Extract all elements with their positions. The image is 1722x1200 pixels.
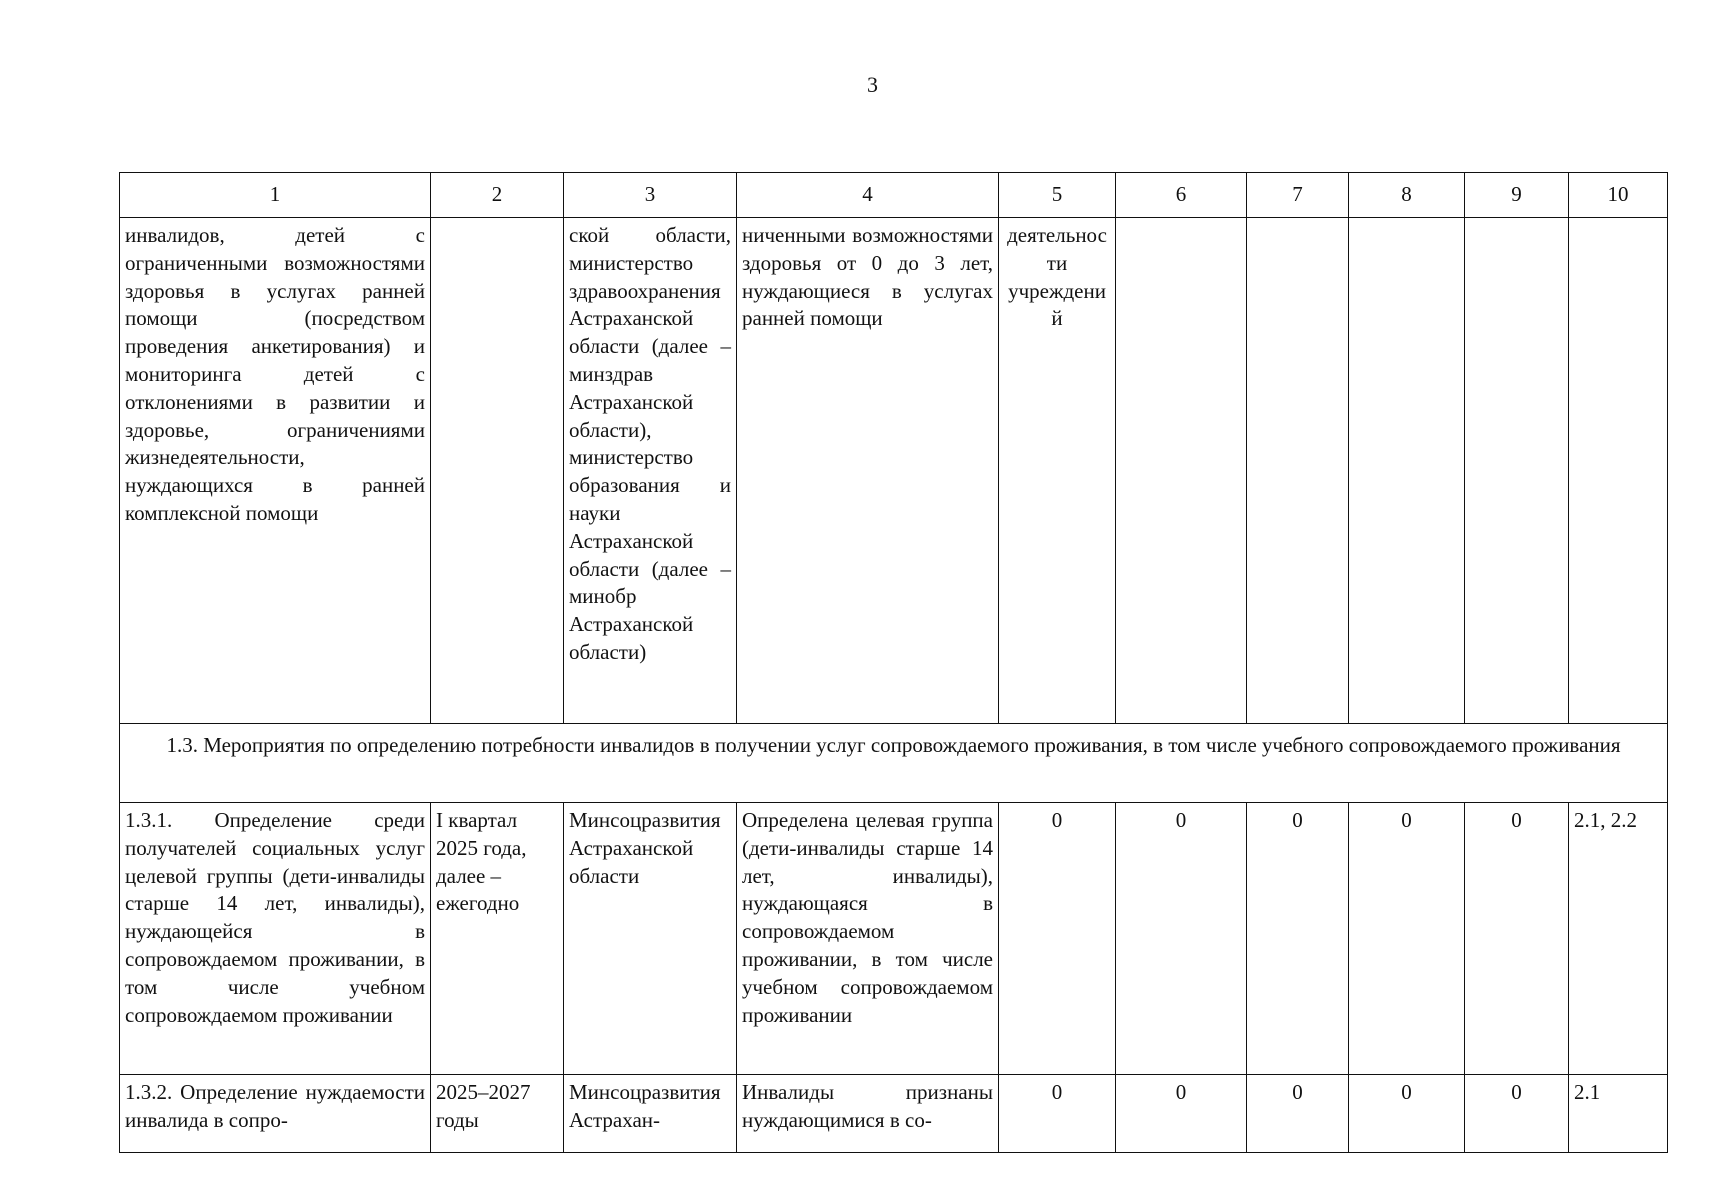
column-number: 8	[1349, 173, 1465, 218]
column-number: 7	[1247, 173, 1349, 218]
column-number: 2	[431, 173, 564, 218]
column-number: 6	[1116, 173, 1247, 218]
deadline-cell: 2025–2027 годы	[431, 1075, 564, 1153]
responsible-executor: Минсоцразвития Астрахан-	[564, 1075, 737, 1153]
column-number: 10	[1569, 173, 1668, 218]
column-number: 3	[564, 173, 737, 218]
measures-table	[119, 172, 1668, 1153]
value-cell: 0	[1247, 1075, 1349, 1153]
value-cell: 0	[1465, 803, 1569, 1075]
value-cell	[1247, 218, 1349, 724]
measure-description: 1.3.2. Определение нуждаемости инвалида в сопро-	[120, 1075, 431, 1153]
measure-description: 1.3.1. Определение среди получателей социальных услуг целевой группы (дети-инвалиды старше 14 лет, инвалиды), нуждающейся в сопровождаемом проживании, в том числе учебном сопровождаемом проживании	[120, 803, 431, 1075]
deadline-cell: I квартал 2025 года, далее – ежегодно	[431, 803, 564, 1075]
column-number: 9	[1465, 173, 1569, 218]
value-cell: 0	[1116, 1075, 1247, 1153]
value-cell	[1465, 218, 1569, 724]
value-cell: 0	[1465, 1075, 1569, 1153]
measure-description: инвалидов, детей с ограниченными возможностями здоровья в услугах ранней помощи (посредством проведения анкетирования) и мониторинга детей с отклонениями в развитии и здоровье, ограничениями жизнедеятельности, нуждающихся в ранней комплексной помощи	[120, 218, 431, 724]
table-row-continued	[120, 218, 1668, 724]
page-number: 3	[867, 72, 878, 97]
section-title: 1.3. Мероприятия по определению потребности инвалидов в получении услуг сопровождаемого проживания, в том числе учебного сопровождаемого проживания	[120, 724, 1668, 803]
table-row	[120, 1075, 1668, 1153]
responsible-executor: ской области, министерство здравоохранения Астраханской области (далее – минздрав Астраханской области), министерство образования и науки Астраханской области (далее – минобр Астраханской области)	[564, 218, 737, 724]
table-row	[120, 803, 1668, 1075]
responsible-executor: Минсоцразвития Астраханской области	[564, 803, 737, 1075]
indicator-ref-cell: 2.1, 2.2	[1569, 803, 1668, 1075]
value-cell	[1349, 218, 1465, 724]
value-cell: 0	[999, 1075, 1116, 1153]
column-number-header-row	[120, 173, 1668, 218]
column-number: 5	[999, 173, 1116, 218]
indicator-ref-cell	[1569, 218, 1668, 724]
deadline-cell	[431, 218, 564, 724]
column-number: 1	[120, 173, 431, 218]
expected-result: Определена целевая группа (дети-инвалиды старше 14 лет, инвалиды), нуждающаяся в сопровождаемом проживании, в том числе учебном сопровождаемом проживании	[737, 803, 999, 1075]
value-cell: 0	[1349, 1075, 1465, 1153]
indicator-ref-cell: 2.1	[1569, 1075, 1668, 1153]
expected-result: Инвалиды признаны нуждающимися в со-	[737, 1075, 999, 1153]
expected-result: ниченными возможностями здоровья от 0 до 3 лет, нуждающиеся в услугах ранней помощи	[737, 218, 999, 724]
funding-source: деятельности учреждений	[999, 218, 1116, 724]
value-cell: 0	[1247, 803, 1349, 1075]
column-number: 4	[737, 173, 999, 218]
value-cell: 0	[1116, 803, 1247, 1075]
section-row	[120, 724, 1668, 803]
value-cell: 0	[999, 803, 1116, 1075]
value-cell	[1116, 218, 1247, 724]
value-cell: 0	[1349, 803, 1465, 1075]
